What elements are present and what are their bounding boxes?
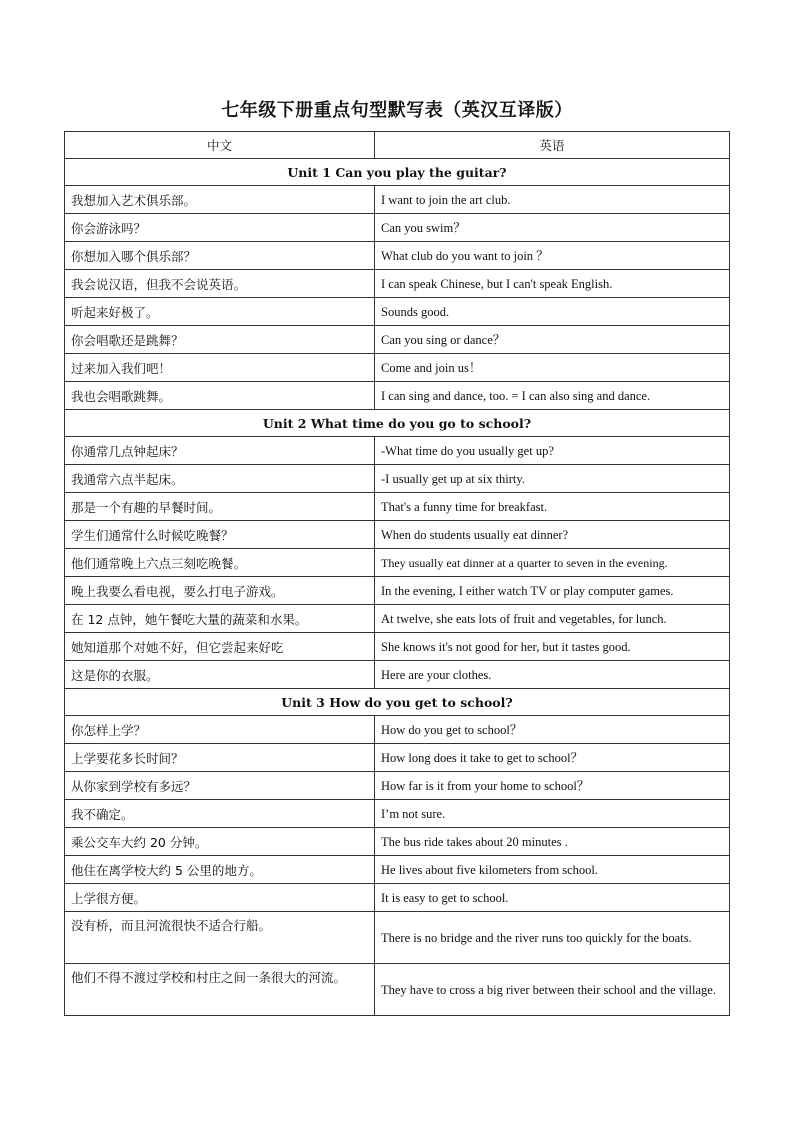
table-row bbox=[65, 382, 730, 410]
english-cell: How do you get to school？ bbox=[375, 716, 730, 744]
english-cell: Can you swim？ bbox=[375, 214, 730, 242]
table-row bbox=[65, 744, 730, 772]
chinese-cell: 他住在离学校大约 5 公里的地方。 bbox=[65, 856, 375, 884]
english-cell: At twelve, she eats lots of fruit and vegetables, for lunch. bbox=[375, 605, 730, 633]
chinese-cell: 你怎样上学？ bbox=[65, 716, 375, 744]
unit-heading: Unit 1 Can you play the guitar? bbox=[65, 159, 730, 186]
chinese-cell: 他们不得不渡过学校和村庄之间一条很大的河流。 bbox=[65, 964, 375, 1016]
chinese-cell: 没有桥，而且河流很快不适合行船。 bbox=[65, 912, 375, 964]
chinese-cell: 她知道那个对她不好，但它尝起来好吃 bbox=[65, 633, 375, 661]
english-cell: -What time do you usually get up? bbox=[375, 437, 730, 465]
unit-heading-row bbox=[65, 689, 730, 716]
chinese-cell: 你通常几点钟起床？ bbox=[65, 437, 375, 465]
column-header-chinese: 中文 bbox=[65, 132, 375, 159]
chinese-cell: 你会游泳吗？ bbox=[65, 214, 375, 242]
english-cell: Sounds good. bbox=[375, 298, 730, 326]
table-header-row bbox=[65, 132, 730, 159]
table-row bbox=[65, 521, 730, 549]
table-row bbox=[65, 465, 730, 493]
english-cell: That's a funny time for breakfast. bbox=[375, 493, 730, 521]
table-row bbox=[65, 828, 730, 856]
english-cell: The bus ride takes about 20 minutes . bbox=[375, 828, 730, 856]
table-row bbox=[65, 270, 730, 298]
chinese-cell: 上学很方便。 bbox=[65, 884, 375, 912]
table-row bbox=[65, 549, 730, 577]
chinese-cell: 你想加入哪个俱乐部？ bbox=[65, 242, 375, 270]
chinese-cell: 过来加入我们吧！ bbox=[65, 354, 375, 382]
english-cell: She knows it's not good for her, but it tastes good. bbox=[375, 633, 730, 661]
english-cell: It is easy to get to school. bbox=[375, 884, 730, 912]
english-cell: How far is it from your home to school？ bbox=[375, 772, 730, 800]
english-cell: When do students usually eat dinner? bbox=[375, 521, 730, 549]
english-cell: Here are your clothes. bbox=[375, 661, 730, 689]
chinese-cell: 晚上我要么看电视，要么打电子游戏。 bbox=[65, 577, 375, 605]
unit-heading-row bbox=[65, 410, 730, 437]
table-row bbox=[65, 354, 730, 382]
table-row bbox=[65, 633, 730, 661]
chinese-cell: 上学要花多长时间？ bbox=[65, 744, 375, 772]
english-cell: There is no bridge and the river runs too quickly for the boats. bbox=[375, 912, 730, 964]
table-row bbox=[65, 716, 730, 744]
chinese-cell: 这是你的衣服。 bbox=[65, 661, 375, 689]
chinese-cell: 听起来好极了。 bbox=[65, 298, 375, 326]
chinese-cell: 我想加入艺术俱乐部。 bbox=[65, 186, 375, 214]
english-cell: In the evening, I either watch TV or play computer games. bbox=[375, 577, 730, 605]
table-row bbox=[65, 800, 730, 828]
table-row bbox=[65, 661, 730, 689]
english-cell: They have to cross a big river between their school and the village. bbox=[375, 964, 730, 1016]
chinese-cell: 我通常六点半起床。 bbox=[65, 465, 375, 493]
chinese-cell: 学生们通常什么时候吃晚餐？ bbox=[65, 521, 375, 549]
english-cell: I’m not sure. bbox=[375, 800, 730, 828]
chinese-cell: 那是一个有趣的早餐时间。 bbox=[65, 493, 375, 521]
table-row bbox=[65, 298, 730, 326]
chinese-cell: 你会唱歌还是跳舞？ bbox=[65, 326, 375, 354]
table-row bbox=[65, 964, 730, 1016]
page-title: 七年级下册重点句型默写表（英汉互译版） bbox=[221, 100, 573, 121]
english-cell: They usually eat dinner at a quarter to seven in the evening. bbox=[375, 549, 730, 577]
table-row bbox=[65, 437, 730, 465]
table-row bbox=[65, 493, 730, 521]
unit-heading: Unit 2 What time do you go to school? bbox=[65, 410, 730, 437]
chinese-cell: 在 12 点钟，她午餐吃大量的蔬菜和水果。 bbox=[65, 605, 375, 633]
table-row bbox=[65, 772, 730, 800]
table-row bbox=[65, 214, 730, 242]
table-row bbox=[65, 884, 730, 912]
table-row bbox=[65, 605, 730, 633]
unit-heading: Unit 3 How do you get to school? bbox=[65, 689, 730, 716]
english-cell: -I usually get up at six thirty. bbox=[375, 465, 730, 493]
table-row bbox=[65, 577, 730, 605]
english-cell: I want to join the art club. bbox=[375, 186, 730, 214]
column-header-english: 英语 bbox=[375, 132, 730, 159]
chinese-cell: 我不确定。 bbox=[65, 800, 375, 828]
chinese-cell: 我也会唱歌跳舞。 bbox=[65, 382, 375, 410]
english-cell: Come and join us！ bbox=[375, 354, 730, 382]
english-cell: I can speak Chinese, but I can't speak English. bbox=[375, 270, 730, 298]
english-cell: I can sing and dance, too. = I can also sing and dance. bbox=[375, 382, 730, 410]
table-row bbox=[65, 856, 730, 884]
chinese-cell: 我会说汉语，但我不会说英语。 bbox=[65, 270, 375, 298]
chinese-cell: 从你家到学校有多远？ bbox=[65, 772, 375, 800]
table-row bbox=[65, 242, 730, 270]
chinese-cell: 乘公交车大约 20 分钟。 bbox=[65, 828, 375, 856]
chinese-cell: 他们通常晚上六点三刻吃晚餐。 bbox=[65, 549, 375, 577]
english-cell: How long does it take to get to school？ bbox=[375, 744, 730, 772]
table-row bbox=[65, 186, 730, 214]
english-cell: He lives about five kilometers from school. bbox=[375, 856, 730, 884]
english-cell: What club do you want to join ？ bbox=[375, 242, 730, 270]
sentence-table bbox=[64, 131, 730, 1016]
table-row bbox=[65, 326, 730, 354]
table-row bbox=[65, 912, 730, 964]
english-cell: Can you sing or dance？ bbox=[375, 326, 730, 354]
unit-heading-row bbox=[65, 159, 730, 186]
